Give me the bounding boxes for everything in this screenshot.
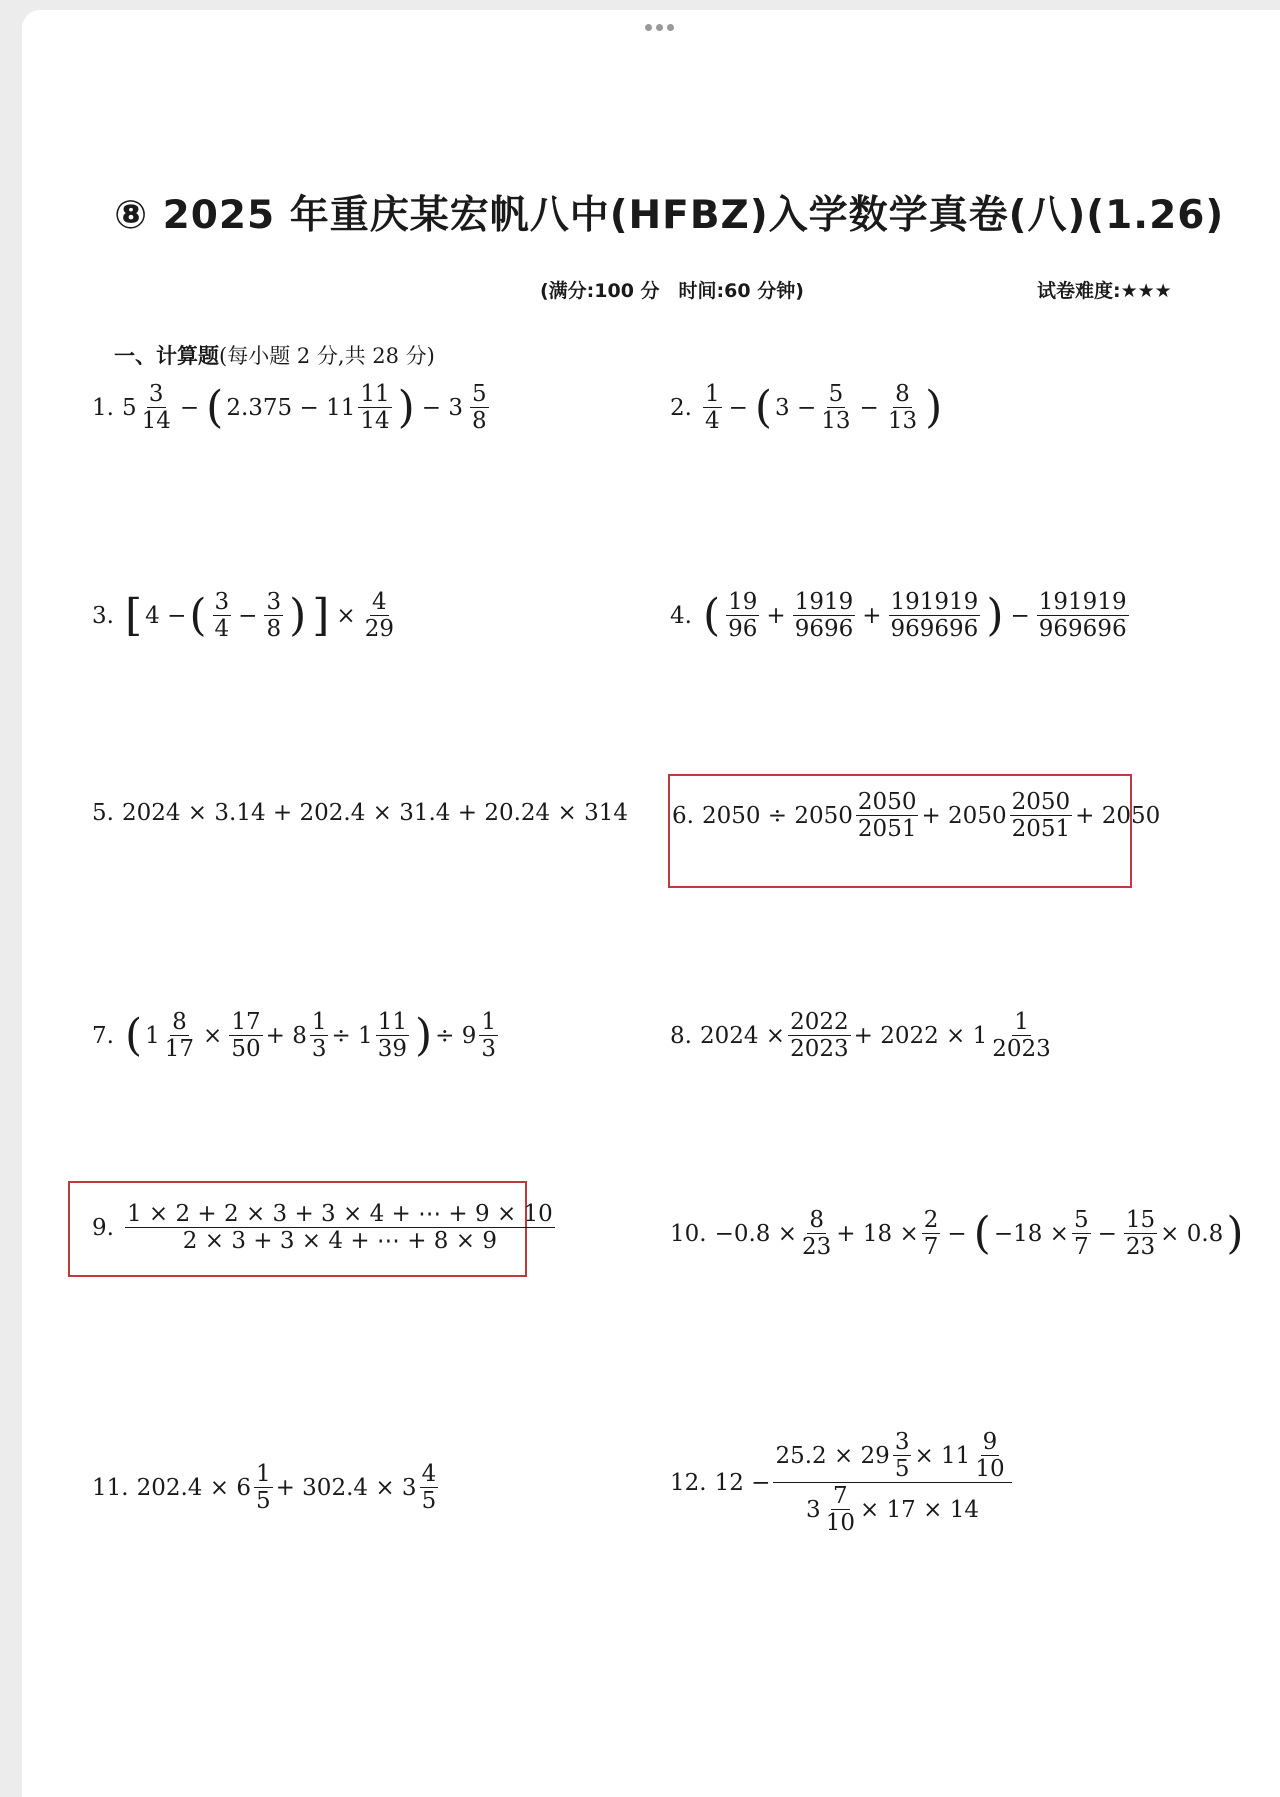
problem-8 bbox=[670, 1010, 1056, 1061]
problem-12 bbox=[670, 1430, 1015, 1536]
fraction: $\frac{2050}{2051}$ bbox=[857, 789, 917, 843]
expr-text: −0.8 × bbox=[714, 1220, 798, 1247]
fraction: $\frac{15}{23}$ bbox=[1125, 1207, 1156, 1261]
fraction: $\frac{19}{96}$ bbox=[728, 589, 758, 643]
problem-5 bbox=[92, 800, 628, 826]
exam-sheet bbox=[22, 10, 1280, 1797]
expr-text: + 18 × bbox=[836, 1220, 919, 1247]
operator: − bbox=[1097, 1220, 1117, 1247]
problem-1 bbox=[92, 382, 492, 433]
fraction: $\frac{17}{50}$ bbox=[231, 1009, 261, 1063]
fraction: $\frac{3}{4}$ bbox=[214, 589, 230, 643]
problem-number: 9. bbox=[92, 1214, 114, 1241]
exam-info: (满分:100 分 时间:60 分钟) bbox=[540, 280, 804, 302]
fraction: $\frac{5}{13}$ bbox=[821, 381, 851, 435]
problem-number: 4. bbox=[670, 602, 692, 629]
fraction: $\frac{1}{2023}$ bbox=[992, 1009, 1051, 1063]
operator: − bbox=[947, 1220, 967, 1247]
expr-text: + 2022 × 1 bbox=[853, 1022, 988, 1049]
problem-number: 7. bbox=[92, 1022, 114, 1049]
left-paren: ( bbox=[754, 381, 773, 433]
operator: + bbox=[766, 602, 786, 629]
operator: × bbox=[336, 602, 356, 629]
fraction: $\frac{1}{3}$ bbox=[481, 1009, 496, 1063]
exam-difficulty: 试卷难度:★★★ bbox=[1037, 280, 1172, 302]
left-paren: ( bbox=[124, 1009, 143, 1061]
operator: − bbox=[238, 602, 258, 629]
expr-text: ÷ 9 bbox=[435, 1022, 477, 1049]
fraction: $\frac{8}{23}$ bbox=[802, 1207, 832, 1261]
expr-text: 2.375 − 11 bbox=[226, 394, 356, 421]
operator: − bbox=[728, 394, 748, 421]
fraction: $\frac{11}{14}$ bbox=[360, 381, 390, 435]
section-title: 一、计算题 bbox=[114, 344, 219, 368]
left-bracket: [ bbox=[124, 589, 143, 641]
expr-text: + 302.4 × 3 bbox=[275, 1474, 417, 1501]
expr-text: + 2050 bbox=[921, 802, 1007, 829]
problem-number: 2. bbox=[670, 394, 692, 421]
problem-number: 5. bbox=[92, 800, 114, 826]
fraction: $\frac{5}{8}$ bbox=[472, 381, 487, 435]
right-paren: ) bbox=[289, 589, 307, 641]
right-paren: ) bbox=[925, 381, 943, 433]
fraction: $\frac{1}{3}$ bbox=[311, 1009, 327, 1063]
fraction: $\frac{2022}{2023}$ bbox=[790, 1009, 849, 1063]
problem-4 bbox=[670, 590, 1132, 641]
expr-text: 202.4 × 6 bbox=[136, 1474, 251, 1501]
problem-2 bbox=[670, 382, 945, 433]
problem-3 bbox=[92, 590, 399, 641]
problem-7 bbox=[92, 1010, 501, 1061]
fraction: $\frac{5}{7}$ bbox=[1073, 1207, 1089, 1261]
problem-number: 6. bbox=[672, 802, 694, 829]
left-paren: ( bbox=[189, 589, 207, 641]
right-paren: ) bbox=[986, 589, 1004, 641]
operator: + bbox=[862, 602, 882, 629]
fraction: $\frac{8}{17}$ bbox=[164, 1009, 195, 1063]
fraction: $\frac{3}{14}$ bbox=[141, 381, 171, 435]
expr-text: + 8 bbox=[265, 1022, 307, 1049]
fraction: $\frac{1 \times 2 + 2 \times 3 + 3 \times 4 + \cdots + 9 \times 10}{2 \times 3 + 3 \times 4 + \cdots + 8 \times 9}$ bbox=[126, 1201, 553, 1255]
right-paren: ) bbox=[1226, 1207, 1244, 1259]
expr-text: 4 − bbox=[145, 602, 187, 629]
left-paren: ( bbox=[702, 589, 721, 641]
operator: − 3 bbox=[421, 394, 464, 421]
expr-text: 2050 ÷ 2050 bbox=[701, 802, 853, 829]
fraction: $\frac{2050}{2051}$ bbox=[1011, 789, 1071, 843]
problem-number: 11. bbox=[92, 1474, 129, 1501]
problem-number: 10. bbox=[670, 1220, 707, 1247]
complex-fraction: 25.2 × 29 $\frac{3}{5}$ × 11 $\frac{9}{10}$ 3 $\frac{7}{10}$ × 17 × 14 bbox=[773, 1430, 1011, 1536]
section-heading bbox=[114, 340, 435, 370]
expr-text: ÷ 1 bbox=[331, 1022, 373, 1049]
fraction: $\frac{3}{8}$ bbox=[266, 589, 282, 643]
right-bracket: ] bbox=[312, 589, 330, 641]
operator: − bbox=[859, 394, 879, 421]
problem-number: 12. bbox=[670, 1469, 707, 1496]
fraction: $\frac{1}{4}$ bbox=[704, 381, 720, 435]
fraction: $\frac{191919}{969696}$ bbox=[890, 589, 979, 643]
problem-6 bbox=[672, 790, 1160, 841]
problem-10 bbox=[670, 1208, 1247, 1259]
operator: × bbox=[203, 1022, 223, 1049]
problem-11 bbox=[92, 1462, 441, 1513]
operator: − bbox=[179, 394, 200, 421]
expr-text: × 0.8 bbox=[1160, 1220, 1224, 1247]
problem-number: 1. bbox=[92, 394, 114, 421]
right-paren: ) bbox=[414, 1009, 433, 1061]
exam-title: ⑧ 2025 年重庆某宏帆八中(HFBZ)入学数学真卷(八)(1.26) bbox=[114, 193, 1225, 238]
expr-text: 5 bbox=[121, 394, 137, 421]
expr-text: + 2050 bbox=[1075, 802, 1161, 829]
problem-number: 3. bbox=[92, 602, 114, 629]
fraction: $\frac{1919}{9696}$ bbox=[794, 589, 854, 643]
expr-text: 12 − bbox=[714, 1469, 771, 1496]
expr-text: 2024 × 3.14 + 202.4 × 31.4 + 20.24 × 314 bbox=[121, 800, 628, 826]
fraction: $\frac{2}{7}$ bbox=[923, 1207, 939, 1261]
expr-text: 1 bbox=[145, 1022, 160, 1049]
problem-9 bbox=[92, 1202, 558, 1253]
right-paren: ) bbox=[397, 381, 415, 433]
drag-handle-icon[interactable] bbox=[645, 24, 674, 31]
fraction: $\frac{4}{29}$ bbox=[364, 589, 394, 643]
fraction: $\frac{4}{5}$ bbox=[421, 1461, 437, 1515]
fraction: $\frac{1}{5}$ bbox=[255, 1461, 271, 1515]
section-note: (每小题 2 分,共 28 分) bbox=[219, 344, 435, 368]
expr-text: 3 − bbox=[775, 394, 817, 421]
fraction: $\frac{11}{39}$ bbox=[377, 1009, 407, 1063]
problem-number: 8. bbox=[670, 1022, 692, 1049]
fraction: $\frac{191919}{969696}$ bbox=[1038, 589, 1127, 643]
fraction: $\frac{8}{13}$ bbox=[887, 381, 918, 435]
left-paren: ( bbox=[973, 1207, 991, 1259]
left-paren: ( bbox=[206, 381, 224, 433]
expr-text: −18 × bbox=[993, 1220, 1069, 1247]
expr-text: 2024 × bbox=[699, 1022, 786, 1049]
operator: − bbox=[1010, 602, 1030, 629]
